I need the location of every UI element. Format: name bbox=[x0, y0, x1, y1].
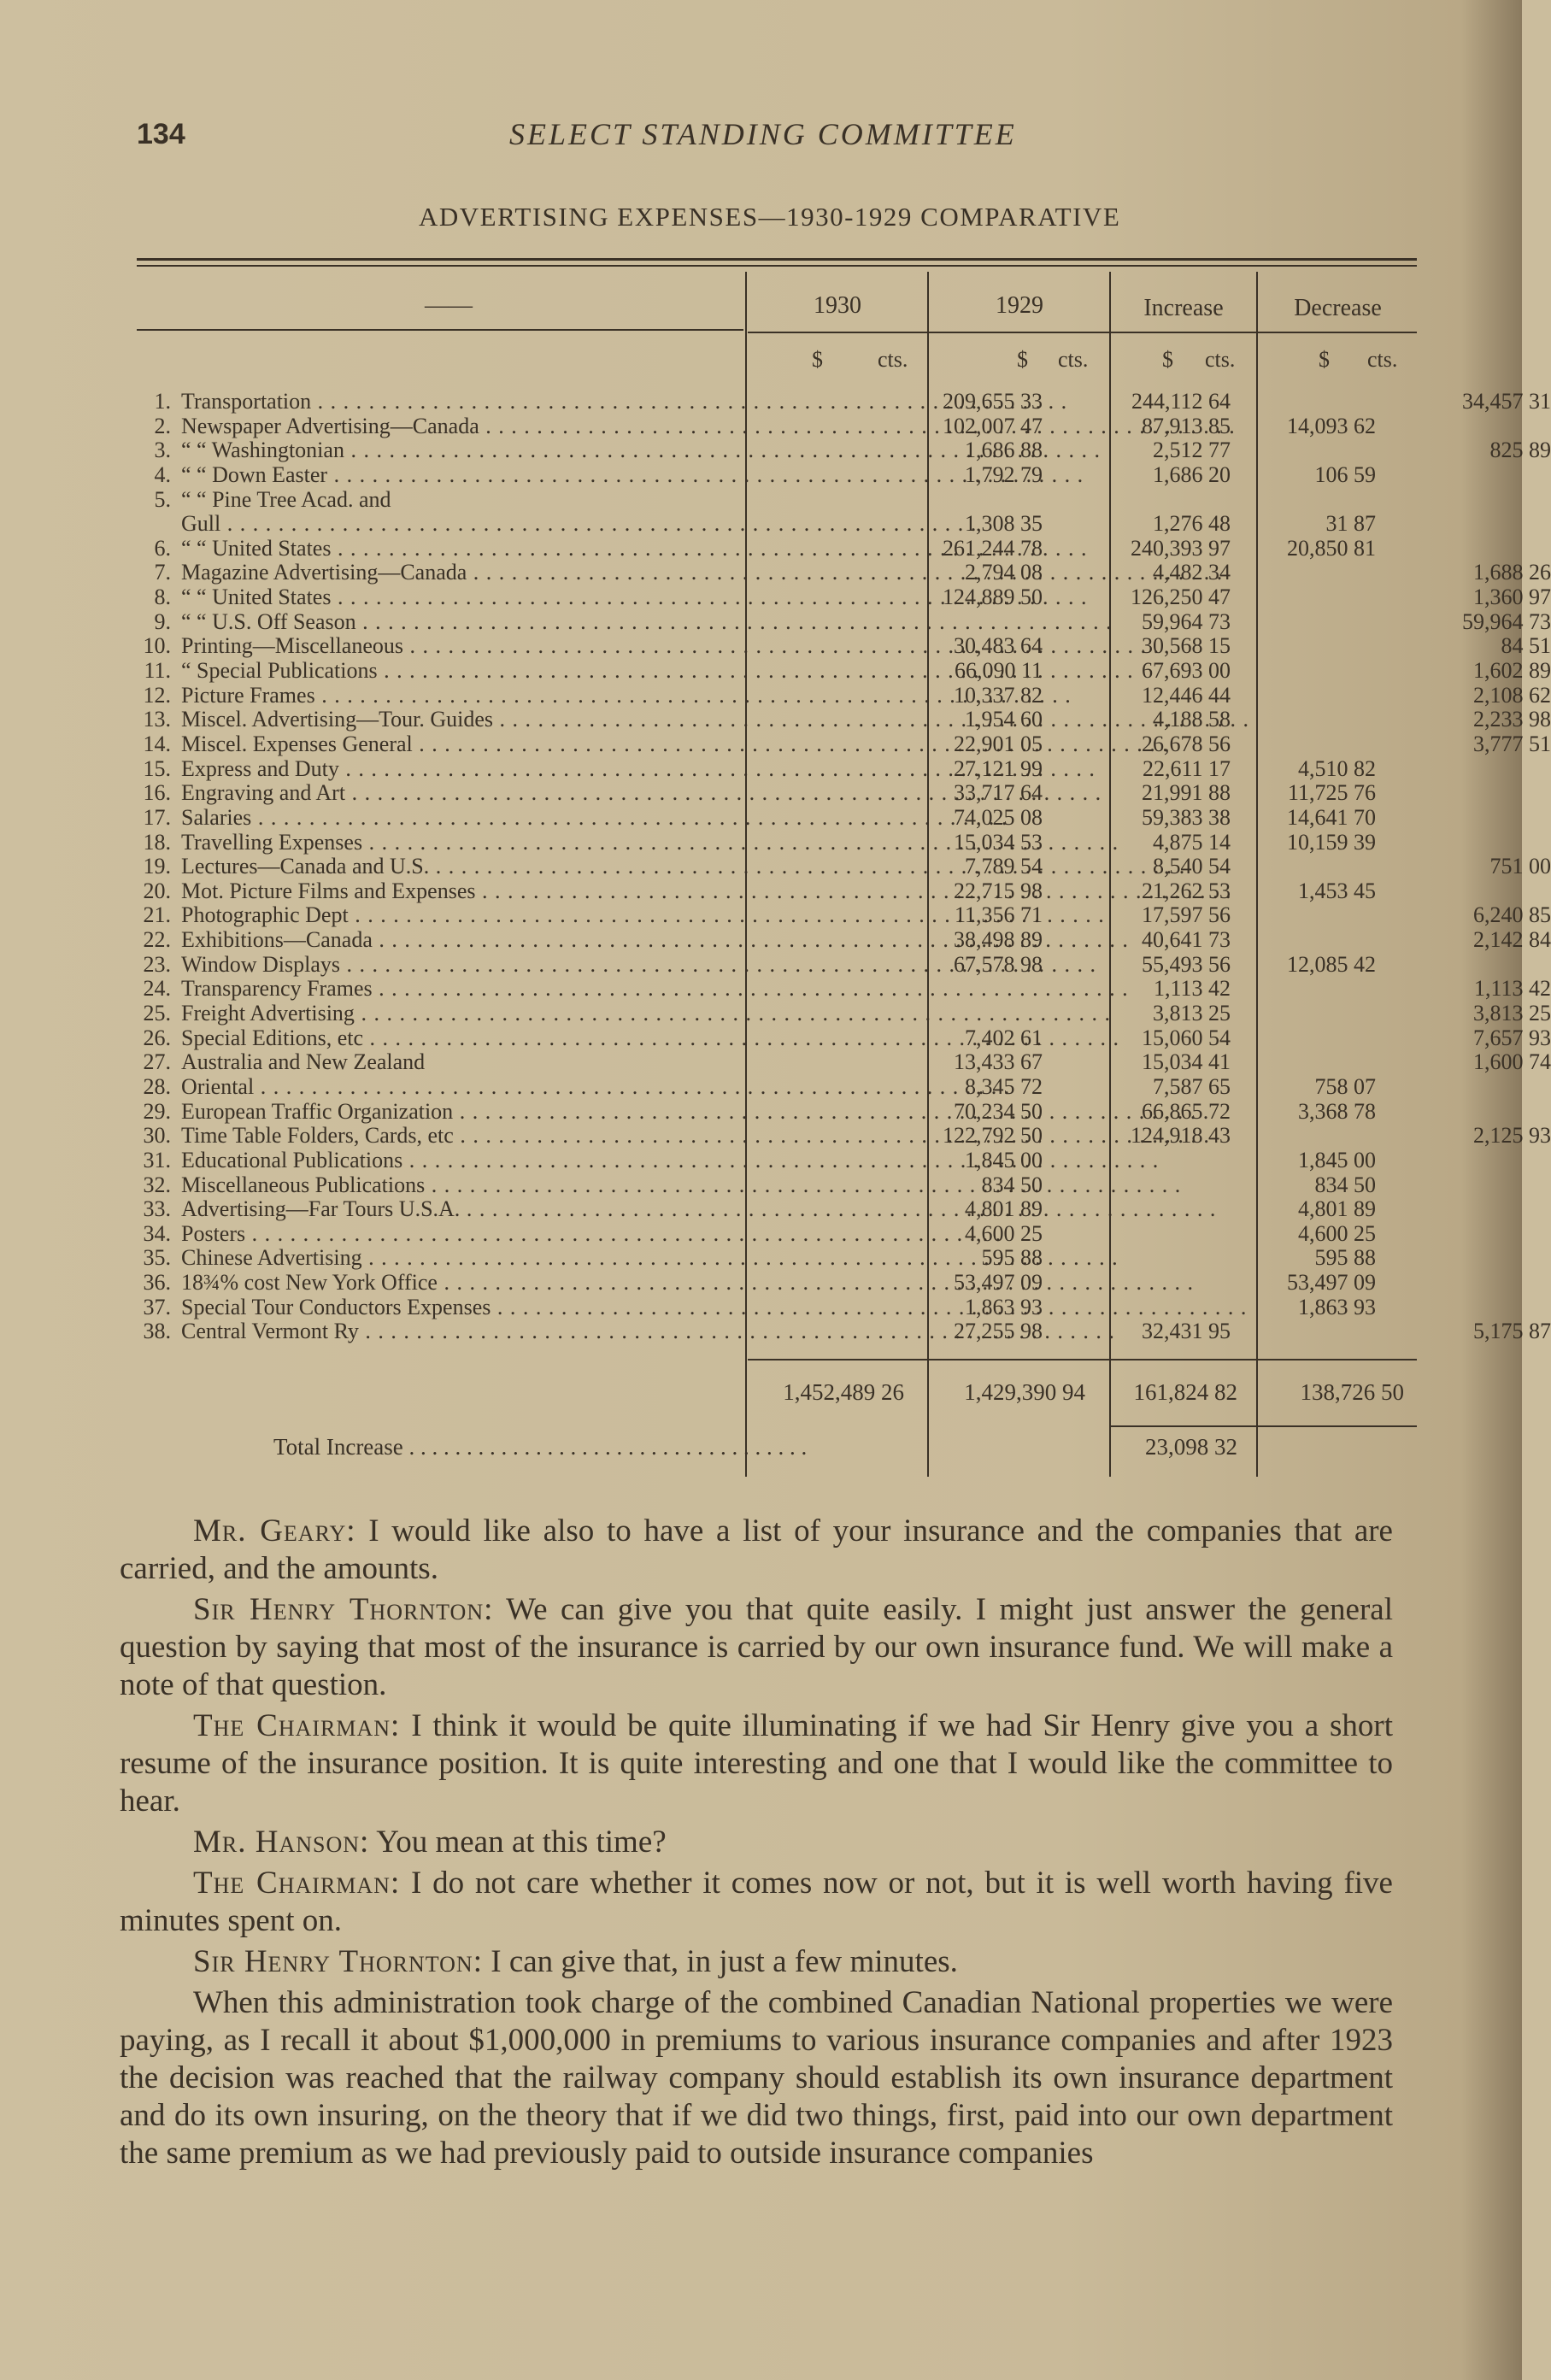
row-number: 29. bbox=[143, 1098, 171, 1124]
row-label: Exhibitions—Canada . . . bbox=[181, 928, 873, 953]
row-number: 16. bbox=[143, 780, 171, 806]
value-decrease: 751 00 bbox=[1489, 854, 1551, 879]
row-number: 18. bbox=[143, 829, 171, 855]
row-label: Window Displays . . . bbox=[181, 953, 873, 978]
value-increase: 20,850 81 bbox=[1287, 535, 1376, 561]
table-row bbox=[137, 879, 1419, 904]
value-1930: 10,337 82 bbox=[954, 682, 1043, 708]
value-decrease: 825 89 bbox=[1489, 438, 1551, 463]
row-number: 7. bbox=[154, 560, 171, 585]
table-row bbox=[137, 854, 1551, 879]
total-1930: 1,452,489 26 bbox=[783, 1379, 904, 1405]
value-decrease: 2,233 98 bbox=[1473, 707, 1551, 732]
unit-dollar: $ bbox=[1319, 347, 1330, 372]
row-number: 13. bbox=[143, 707, 171, 732]
value-1930: 261,244 78 bbox=[943, 535, 1043, 561]
row-label: Australia and New Zealand bbox=[181, 1049, 426, 1075]
paragraph: When this administration took charge of the combined Canadian National properties we were paying, as I recall it about $1,000,000 in premiums to various insurance companies and after 1923 the decision was reached that the railway company should establish its own insurance department and do its own insuring, on the theory that if we did two things, first, paid into our own department the same premium as we had previously paid to outside insurance companies bbox=[120, 1985, 1393, 2171]
table-row bbox=[137, 831, 1419, 855]
table-row bbox=[137, 1246, 1419, 1271]
row-number: 2. bbox=[154, 413, 171, 438]
value-1929: 21,262 53 bbox=[1142, 878, 1231, 903]
value-1929: 55,493 56 bbox=[1142, 951, 1231, 977]
row-label: “ “ United States . . . bbox=[181, 537, 873, 561]
value-decrease: 3,813 25 bbox=[1473, 1001, 1551, 1026]
table-row bbox=[137, 488, 1419, 513]
row-label: Special Editions, etc . . . bbox=[181, 1026, 873, 1051]
value-increase: 4,600 25 bbox=[1298, 1220, 1376, 1246]
value-decrease: 3,777 51 bbox=[1473, 731, 1551, 756]
row-number: 37. bbox=[143, 1294, 171, 1319]
row-label: Posters . . . bbox=[181, 1222, 873, 1247]
value-1930: 124,889 50 bbox=[943, 585, 1043, 610]
value-1930: 33,717 64 bbox=[954, 780, 1043, 806]
value-increase: 14,641 70 bbox=[1287, 804, 1376, 830]
table-row bbox=[137, 512, 1419, 537]
unit-dollar: $ bbox=[812, 347, 823, 372]
value-1929: 2,512 77 bbox=[1153, 438, 1231, 463]
row-number: 6. bbox=[154, 535, 171, 561]
table-row bbox=[137, 560, 1551, 585]
total-increase-label: Total Increase . . . . . . . . . . . . . . . . . . . . . . . . . . . . . . . . . . . bbox=[273, 1434, 808, 1460]
value-1929: 1,113 42 bbox=[1153, 976, 1231, 1002]
value-1930: 11,356 71 bbox=[954, 902, 1043, 928]
value-1929: 244,112 64 bbox=[1131, 389, 1231, 414]
total-decrease-column: 138,726 50 bbox=[1300, 1379, 1404, 1405]
row-number: 34. bbox=[143, 1220, 171, 1246]
unit-cents: cts. bbox=[878, 347, 908, 372]
table-row bbox=[137, 633, 1551, 659]
value-increase: 4,510 82 bbox=[1298, 755, 1376, 781]
row-number: 12. bbox=[143, 682, 171, 708]
row-label: Express and Duty . . . bbox=[181, 757, 873, 782]
table-row bbox=[137, 806, 1419, 831]
row-label: Magazine Advertising—Canada . . . bbox=[181, 561, 873, 585]
row-label: “ “ U.S. Off Season . . . bbox=[181, 610, 873, 635]
value-1930: 209,655 33 bbox=[943, 389, 1043, 414]
table-row bbox=[137, 463, 1419, 488]
table-row bbox=[137, 438, 1551, 463]
paragraph: Mr. Geary: I would like also to have a list of your insurance and the companies that are carried, and the amounts. bbox=[120, 1513, 1393, 1586]
value-increase: 3,368 78 bbox=[1298, 1098, 1376, 1124]
value-1929: 7,587 65 bbox=[1153, 1073, 1231, 1099]
row-number: 36. bbox=[143, 1270, 171, 1296]
value-1929: 15,034 41 bbox=[1142, 1049, 1231, 1075]
table-row bbox=[137, 1296, 1419, 1320]
value-1929: 4,482 34 bbox=[1153, 560, 1231, 585]
value-1929: 1,686 20 bbox=[1153, 461, 1231, 487]
row-number: 9. bbox=[154, 608, 171, 634]
value-1930: 4,801 89 bbox=[965, 1196, 1043, 1222]
value-1929: 15,060 54 bbox=[1142, 1025, 1231, 1050]
value-1930: 22,715 98 bbox=[954, 878, 1043, 903]
value-decrease: 6,240 85 bbox=[1473, 902, 1551, 928]
table-row bbox=[137, 781, 1419, 806]
row-label: “ “ Down Easter . . . bbox=[181, 463, 873, 488]
row-label: Central Vermont Ry . . . bbox=[181, 1319, 873, 1344]
body-text bbox=[120, 1513, 1393, 2172]
value-1929: 59,383 38 bbox=[1142, 804, 1231, 830]
value-1930: 7,789 54 bbox=[965, 854, 1043, 879]
row-number: 19. bbox=[143, 854, 171, 879]
value-1930: 8,345 72 bbox=[965, 1073, 1043, 1099]
value-1930: 15,034 53 bbox=[954, 829, 1043, 855]
value-1930: 1,686 88 bbox=[965, 438, 1043, 463]
row-number: 30. bbox=[143, 1123, 171, 1149]
unit-dollar: $ bbox=[1162, 347, 1173, 372]
row-label: Educational Publications . . . bbox=[181, 1149, 873, 1173]
total-1929: 1,429,390 94 bbox=[964, 1379, 1085, 1405]
value-1929: 3,813 25 bbox=[1153, 1001, 1231, 1026]
table-row bbox=[137, 1123, 1551, 1149]
row-number: 28. bbox=[143, 1073, 171, 1099]
value-increase: 758 07 bbox=[1314, 1073, 1376, 1099]
row-label: Newspaper Advertising—Canada . . . bbox=[181, 414, 873, 439]
row-number: 21. bbox=[143, 902, 171, 928]
value-decrease: 2,125 93 bbox=[1473, 1123, 1551, 1149]
paragraph: The Chairman: I think it would be quite illuminating if we had Sir Henry give you a short resume of the insurance position. It is quite interesting and one that I would like the committee to hear. bbox=[120, 1708, 1393, 1819]
value-1930: 22,901 05 bbox=[954, 731, 1043, 756]
total-increase-value: 23,098 32 bbox=[1145, 1434, 1237, 1460]
row-number: 31. bbox=[143, 1147, 171, 1172]
value-decrease: 1,602 89 bbox=[1473, 658, 1551, 684]
value-increase: 12,085 42 bbox=[1287, 951, 1376, 977]
table-top-rule-2 bbox=[137, 265, 1417, 267]
table-row bbox=[137, 1173, 1419, 1198]
value-1929: 124,918 43 bbox=[1131, 1123, 1231, 1149]
value-1930: 30,483 64 bbox=[954, 633, 1043, 659]
speaker: The Chairman: bbox=[193, 1708, 401, 1743]
value-increase: 14,093 62 bbox=[1287, 413, 1376, 438]
value-decrease: 1,113 42 bbox=[1473, 976, 1551, 1002]
value-1930: 102,007 47 bbox=[943, 413, 1043, 438]
value-1929: 126,250 47 bbox=[1131, 585, 1231, 610]
value-increase: 53,497 09 bbox=[1287, 1270, 1376, 1296]
value-1930: 27,121 99 bbox=[954, 755, 1043, 781]
value-1930: 53,497 09 bbox=[954, 1270, 1043, 1296]
value-1930: 1,845 00 bbox=[965, 1147, 1043, 1172]
value-1930: 122,792 50 bbox=[943, 1123, 1043, 1149]
row-number: 23. bbox=[143, 951, 171, 977]
row-label: “ Special Publications . . . bbox=[181, 659, 873, 684]
value-1930: 70,234 50 bbox=[954, 1098, 1043, 1124]
value-decrease: 2,108 62 bbox=[1473, 682, 1551, 708]
row-label: “ “ Washingtonian . . . bbox=[181, 438, 873, 463]
value-increase: 10,159 39 bbox=[1287, 829, 1376, 855]
value-1930: 7,402 61 bbox=[965, 1025, 1043, 1050]
table-row bbox=[137, 927, 1551, 953]
row-number: 10. bbox=[143, 633, 171, 659]
value-1930: 1,792 79 bbox=[965, 461, 1043, 487]
row-label: European Traffic Organization . . . bbox=[181, 1100, 873, 1125]
value-1929: 1,276 48 bbox=[1153, 511, 1231, 537]
row-label: Engraving and Art . . . bbox=[181, 781, 873, 806]
row-number: 33. bbox=[143, 1196, 171, 1222]
value-1929: 66,865 72 bbox=[1142, 1098, 1231, 1124]
value-1930: 1,308 35 bbox=[965, 511, 1043, 537]
table-row bbox=[137, 1049, 1551, 1075]
row-label: Transparency Frames . . . bbox=[181, 977, 873, 1002]
value-1930: 595 88 bbox=[981, 1245, 1043, 1271]
row-label: Travelling Expenses . . . bbox=[181, 831, 873, 855]
row-label: Oriental . . . bbox=[181, 1075, 873, 1100]
stub-head: —— bbox=[425, 292, 473, 319]
value-1929: 8,540 54 bbox=[1153, 854, 1231, 879]
unit-cents: cts. bbox=[1367, 347, 1398, 372]
row-number: 22. bbox=[143, 927, 171, 953]
row-label: Printing—Miscellaneous . . . bbox=[181, 634, 873, 659]
value-1930: 4,600 25 bbox=[965, 1220, 1043, 1246]
value-1929: 17,597 56 bbox=[1142, 902, 1231, 928]
table-row bbox=[137, 608, 1551, 635]
value-1929: 32,431 95 bbox=[1142, 1319, 1231, 1344]
table-row bbox=[137, 1001, 1551, 1026]
row-number: 38. bbox=[143, 1319, 171, 1344]
unit-dollar: $ bbox=[1017, 347, 1028, 372]
paragraph: The Chairman: I do not care whether it comes now or not, but it is well worth having five minutes spent on. bbox=[120, 1866, 1393, 1938]
table-row bbox=[137, 1025, 1551, 1051]
row-label: Miscel. Advertising—Tour. Guides . . . bbox=[181, 708, 873, 732]
value-1929: 40,641 73 bbox=[1142, 927, 1231, 953]
row-label: Gull . . . bbox=[181, 512, 873, 537]
row-label: Special Tour Conductors Expenses . . . bbox=[181, 1296, 873, 1320]
paragraph: Mr. Hanson: You mean at this time? bbox=[193, 1825, 667, 1860]
table-row bbox=[137, 902, 1551, 928]
speaker: The Chairman: bbox=[193, 1866, 401, 1901]
row-label: Chinese Advertising . . . bbox=[181, 1246, 873, 1271]
row-number: 17. bbox=[143, 804, 171, 830]
row-number: 1. bbox=[154, 389, 171, 414]
row-label: Freight Advertising . . . bbox=[181, 1002, 873, 1026]
table-row bbox=[137, 585, 1551, 610]
value-1930: 1,863 93 bbox=[965, 1294, 1043, 1319]
table-row bbox=[137, 707, 1551, 732]
speaker: Sir Henry Thornton: bbox=[193, 1592, 494, 1627]
speaker: Mr. Geary: bbox=[193, 1513, 356, 1548]
table-row bbox=[137, 1197, 1419, 1222]
table-row bbox=[137, 731, 1551, 757]
value-decrease: 7,657 93 bbox=[1473, 1025, 1551, 1050]
running-head: SELECT STANDING COMMITTEE bbox=[509, 117, 1017, 151]
value-1930: 834 50 bbox=[981, 1172, 1043, 1197]
table-row bbox=[137, 1319, 1551, 1344]
value-1929: 30,568 15 bbox=[1142, 633, 1231, 659]
column-head-decrease: Decrease bbox=[1294, 295, 1382, 321]
row-label: Miscel. Expenses General . . . bbox=[181, 732, 873, 757]
value-1929: 67,693 00 bbox=[1142, 658, 1231, 684]
table-row bbox=[137, 1222, 1419, 1247]
value-1930: 2,794 08 bbox=[965, 560, 1043, 585]
table-row bbox=[137, 953, 1419, 978]
row-label: Picture Frames . . . bbox=[181, 684, 873, 708]
column-head-1929: 1929 bbox=[996, 292, 1043, 319]
value-1930: 74,025 08 bbox=[954, 804, 1043, 830]
table-title: ADVERTISING EXPENSES—1930-1929 COMPARATIVE bbox=[419, 202, 1121, 232]
table-top-rule bbox=[137, 258, 1417, 261]
row-number: 5. bbox=[154, 486, 171, 512]
row-number: 11. bbox=[144, 658, 171, 684]
table-row bbox=[137, 389, 1551, 414]
value-increase: 1,845 00 bbox=[1298, 1147, 1376, 1172]
value-decrease: 34,457 31 bbox=[1462, 389, 1551, 414]
row-label: “ “ United States . . . bbox=[181, 585, 873, 610]
speaker: Mr. Hanson: bbox=[193, 1825, 370, 1860]
value-1929: 21,991 88 bbox=[1142, 780, 1231, 806]
row-number: 32. bbox=[143, 1172, 171, 1197]
value-1930: 27,255 98 bbox=[954, 1319, 1043, 1344]
totals-rule-2 bbox=[1111, 1425, 1417, 1427]
row-number: 35. bbox=[143, 1245, 171, 1271]
table-row bbox=[137, 658, 1551, 684]
table-row bbox=[137, 1149, 1419, 1173]
value-increase: 4,801 89 bbox=[1298, 1196, 1376, 1222]
value-decrease: 1,688 26 bbox=[1473, 560, 1551, 585]
paragraph: Sir Henry Thornton: We can give you that quite easily. I might just answer the general question by saying that most of the insurance is carried by our own insurance fund. We will make a note of that question. bbox=[120, 1592, 1393, 1702]
row-label: Salaries . . . bbox=[181, 806, 873, 831]
value-1929: 240,393 97 bbox=[1131, 535, 1231, 561]
row-number: 15. bbox=[143, 755, 171, 781]
row-label: Lectures—Canada and U.S. . . . bbox=[181, 855, 873, 879]
column-head-rule bbox=[748, 332, 1417, 333]
row-number: 3. bbox=[154, 438, 171, 463]
value-decrease: 1,600 74 bbox=[1473, 1049, 1551, 1075]
row-label: Time Table Folders, Cards, etc . . . bbox=[181, 1124, 873, 1149]
value-1929: 12,446 44 bbox=[1142, 682, 1231, 708]
value-increase: 106 59 bbox=[1314, 461, 1376, 487]
row-label: Miscellaneous Publications . . . bbox=[181, 1173, 873, 1198]
value-increase: 1,863 93 bbox=[1298, 1294, 1376, 1319]
value-decrease: 59,964 73 bbox=[1462, 608, 1551, 634]
value-increase: 1,453 45 bbox=[1298, 878, 1376, 903]
row-number: 27. bbox=[143, 1049, 171, 1075]
row-number: 14. bbox=[143, 731, 171, 756]
value-1929: 22,611 17 bbox=[1142, 755, 1231, 781]
row-label: Transportation . . . bbox=[181, 390, 873, 414]
value-increase: 31 87 bbox=[1325, 511, 1376, 537]
row-label: Mot. Picture Films and Expenses . . . bbox=[181, 879, 873, 904]
value-1930: 67,578 98 bbox=[954, 951, 1043, 977]
total-increase-column: 161,824 82 bbox=[1133, 1379, 1237, 1405]
row-label: Photographic Dept . . . bbox=[181, 903, 873, 928]
value-increase: 834 50 bbox=[1314, 1172, 1376, 1197]
value-1929: 26,678 56 bbox=[1142, 731, 1231, 756]
value-increase: 595 88 bbox=[1314, 1245, 1376, 1271]
value-1929: 4,188 58 bbox=[1153, 707, 1231, 732]
row-number: 26. bbox=[143, 1025, 171, 1050]
table-row bbox=[137, 976, 1551, 1002]
stub-head-rule bbox=[137, 329, 743, 331]
row-number: 24. bbox=[143, 976, 171, 1002]
row-number: 4. bbox=[154, 461, 171, 487]
row-label: Advertising—Far Tours U.S.A. . . . bbox=[181, 1197, 873, 1222]
totals-rule bbox=[748, 1359, 1417, 1360]
row-number: 25. bbox=[143, 1001, 171, 1026]
value-decrease: 1,360 97 bbox=[1473, 585, 1551, 610]
value-decrease: 5,175 87 bbox=[1473, 1319, 1551, 1344]
table-row bbox=[137, 414, 1419, 439]
table-row bbox=[137, 1100, 1419, 1125]
unit-cents: cts. bbox=[1205, 347, 1236, 372]
table-row bbox=[137, 757, 1419, 782]
row-number: 8. bbox=[154, 585, 171, 610]
table-row bbox=[137, 537, 1419, 561]
value-1929: 87,913 85 bbox=[1142, 413, 1231, 438]
value-1930: 1,954 60 bbox=[965, 707, 1043, 732]
table-row bbox=[137, 1271, 1419, 1296]
row-label: “ “ Pine Tree Acad. and bbox=[181, 486, 391, 512]
unit-cents: cts. bbox=[1058, 347, 1089, 372]
speaker: Sir Henry Thornton: bbox=[193, 1944, 483, 1979]
value-increase: 11,725 76 bbox=[1287, 780, 1376, 806]
value-decrease: 2,142 84 bbox=[1473, 927, 1551, 953]
row-label: 18¾% cost New York Office . . . bbox=[181, 1271, 873, 1296]
value-1929: 4,875 14 bbox=[1153, 829, 1231, 855]
value-1929: 59,964 73 bbox=[1142, 608, 1231, 634]
paragraph: Sir Henry Thornton: I can give that, in just a few minutes. bbox=[193, 1944, 958, 1979]
page-number: 134 bbox=[137, 118, 185, 150]
table-row bbox=[137, 682, 1551, 708]
value-1930: 13,433 67 bbox=[954, 1049, 1043, 1075]
column-head-1930: 1930 bbox=[814, 292, 861, 319]
value-1930: 38,498 89 bbox=[954, 927, 1043, 953]
row-number: 20. bbox=[143, 878, 171, 903]
value-1930: 66,090 11 bbox=[954, 658, 1043, 684]
column-head-increase: Increase bbox=[1143, 295, 1224, 321]
table-row bbox=[137, 1075, 1419, 1100]
value-decrease: 84 51 bbox=[1501, 633, 1551, 659]
table-body bbox=[137, 389, 1551, 1344]
